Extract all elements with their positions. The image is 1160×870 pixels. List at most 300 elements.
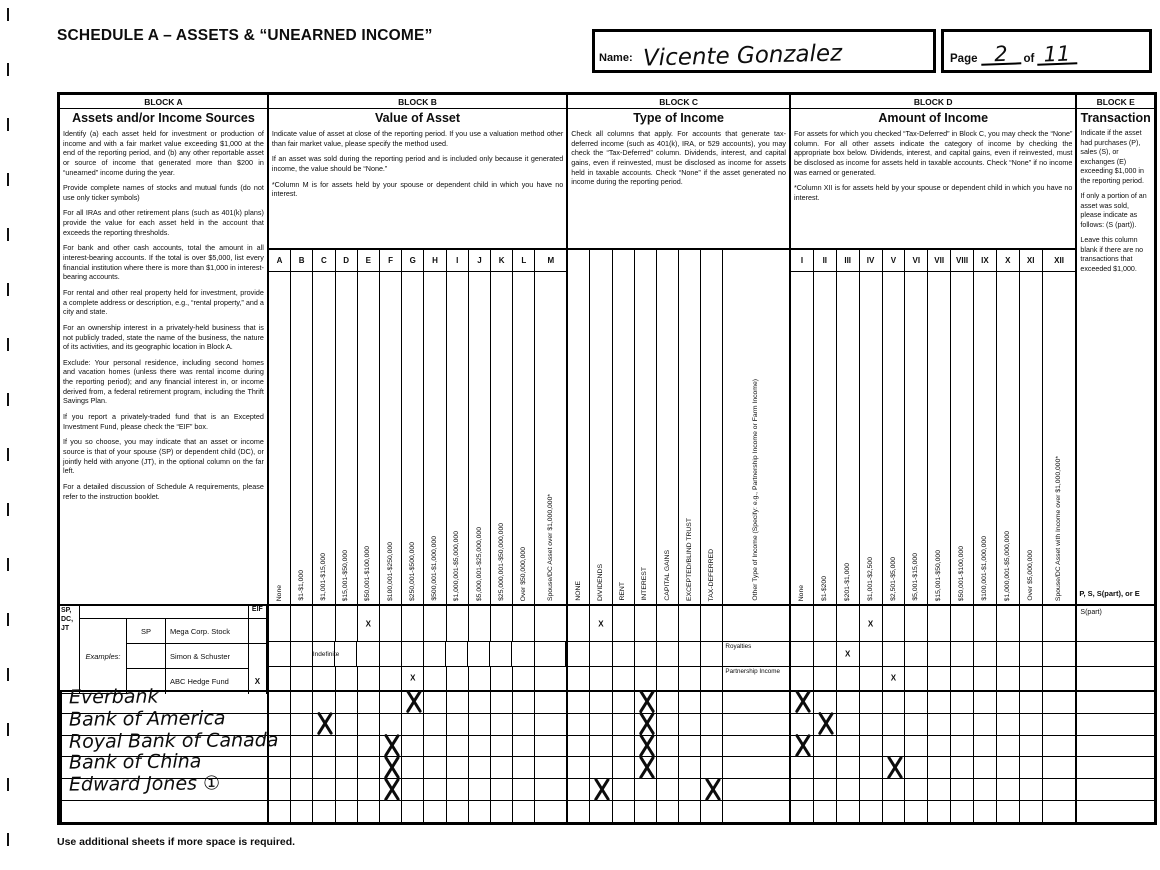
checkbox-cell: [402, 606, 424, 641]
checkbox-cell: [1020, 606, 1043, 641]
instruction-paragraph: Provide complete names of stocks and mutual funds (do not use only ticker symbols): [63, 183, 264, 202]
asset-name-cell: [61, 801, 62, 822]
grid-row: [568, 606, 789, 642]
checkbox-cell: [568, 692, 590, 713]
check-mark-icon: [383, 735, 398, 758]
checkbox-cell: [679, 736, 701, 757]
column-label-cell: [635, 250, 657, 604]
checkbox-cell: [723, 779, 789, 800]
checkbox-cell: [535, 606, 566, 641]
checkbox-cell: [635, 606, 657, 641]
column-label: Other Type of Income (Specify: e.g., Partnership Income or Farm Income): [752, 379, 760, 601]
checkbox-cell: [358, 801, 380, 822]
column-label-cell: [928, 272, 951, 604]
checkbox-cell: [535, 642, 567, 665]
column-label: $50,001-$100,000: [364, 545, 372, 601]
checkbox-cell: [701, 667, 723, 690]
column-label: Over $50,000,000: [519, 546, 527, 601]
checkbox-cell: [491, 736, 513, 757]
block-a-instructions: [60, 128, 267, 604]
column-label-cell: [336, 272, 358, 604]
block-a-label: BLOCK A: [60, 95, 267, 109]
checkbox-cell: [291, 714, 313, 735]
checkbox-cell: [568, 801, 590, 822]
transaction-row: [1077, 779, 1154, 801]
checkbox-cell: [701, 642, 723, 665]
checkbox-cell: [814, 606, 837, 641]
checkbox-cell: [837, 757, 860, 778]
column-label: Spouse/DC Asset with Income over $1,000,000*: [1055, 455, 1063, 601]
checkbox-cell: [814, 736, 837, 757]
checkbox-cell: [590, 801, 612, 822]
checkbox-cell: [657, 642, 679, 665]
column-label: TAX-DEFERRED: [707, 548, 715, 601]
grid-row: [791, 801, 1075, 822]
block-e-examples: [1077, 604, 1154, 692]
checkbox-cell: [313, 736, 335, 757]
checkbox-cell: [291, 606, 313, 641]
column-letter: VII: [928, 250, 951, 271]
checkbox-cell: [447, 757, 469, 778]
checkbox-cell: [814, 779, 837, 800]
transaction-row: [1077, 606, 1154, 642]
column-letter: D: [336, 250, 358, 271]
grid-row: [791, 736, 1075, 758]
checkbox-cell: [469, 606, 491, 641]
checkbox-cell: [723, 642, 789, 665]
checkbox-cell: [723, 667, 789, 690]
checkbox-cell: [491, 714, 513, 735]
checkbox-cell: [447, 801, 469, 822]
checkbox-cell: [1043, 736, 1076, 757]
grid-row: [791, 642, 1075, 666]
checkbox-cell: [1043, 667, 1076, 690]
column-label: INTEREST: [641, 567, 649, 601]
column-label: $250,001-$500,000: [408, 542, 416, 601]
column-label-cell: [905, 272, 928, 604]
column-label-cell: [860, 272, 883, 604]
checkbox-cell: [513, 692, 535, 713]
checkbox-cell: [1020, 736, 1043, 757]
transaction-code: S(part): [1080, 609, 1102, 616]
check-mark-icon: [891, 674, 896, 683]
checkbox-cell: [469, 779, 491, 800]
column-label: $1-$200: [820, 576, 828, 601]
block-e-code-line: P, S, S(part), or E: [1079, 589, 1140, 598]
checkbox-cell: [358, 736, 380, 757]
transaction-row: [1077, 692, 1154, 714]
checkbox-cell: [291, 692, 313, 713]
column-label-cell: [951, 272, 974, 604]
checkbox-cell: [928, 757, 951, 778]
checkbox-cell: [291, 801, 313, 822]
column-letter: VIII: [951, 250, 974, 271]
grid-row: [568, 736, 789, 758]
checkbox-cell: [358, 606, 380, 641]
column-label-cell: [883, 272, 906, 604]
column-label: DIVIDENDS: [597, 563, 605, 601]
column-label-cell: [380, 272, 402, 604]
column-label-cell: [535, 272, 566, 604]
block-c: [568, 95, 791, 822]
checkbox-cell: [568, 779, 590, 800]
checkbox-cell: [613, 606, 635, 641]
instruction-paragraph: If you so choose, you may indicate that an asset or income source is that of your spouse (SP) or dependent child (DC), or jointly held with anyone (JT), in the optional column on the far left.: [63, 437, 264, 476]
checkbox-cell: [568, 606, 590, 641]
checkbox-cell: [883, 692, 906, 713]
checkbox-cell: [791, 692, 814, 713]
checkbox-cell: [928, 714, 951, 735]
asset-name-cell: [61, 728, 279, 757]
block-a-entries: [60, 685, 279, 822]
checkbox-cell: [679, 801, 701, 822]
checkbox-cell: [883, 667, 906, 690]
checkbox-cell: [837, 642, 860, 665]
block-b: [269, 95, 568, 822]
checkbox-cell: [635, 692, 657, 713]
checkbox-cell: [513, 667, 535, 690]
checkbox-cell: [380, 606, 402, 641]
column-label-cell: [974, 272, 997, 604]
checkbox-cell: [928, 667, 951, 690]
checkbox-cell: [701, 736, 723, 757]
checkbox-cell: [679, 757, 701, 778]
checkbox-cell: [635, 642, 657, 665]
checkbox-cell: [380, 801, 402, 822]
column-label-cell: [814, 272, 837, 604]
checkbox-cell: [336, 714, 358, 735]
column-label-cell: [679, 250, 701, 604]
instruction-paragraph: For a detailed discussion of Schedule A requirements, please refer to the instruction booklet.: [63, 481, 264, 501]
block-b-range-labels: [269, 272, 566, 604]
check-mark-icon: [405, 691, 420, 714]
checkbox-cell: [447, 606, 469, 641]
column-letter: C: [313, 250, 335, 271]
checkbox-cell: [951, 606, 974, 641]
checkbox-cell: [490, 642, 512, 665]
column-letter: IX: [974, 250, 997, 271]
checkbox-cell: [974, 714, 997, 735]
checkbox-cell: [837, 736, 860, 757]
checkbox-cell: [424, 801, 446, 822]
checkbox-cell: [1043, 714, 1076, 735]
column-label-cell: [723, 250, 789, 604]
example-asset-name: Simon & Schuster: [166, 644, 249, 669]
column-letter: I: [791, 250, 814, 271]
checkbox-cell: [974, 779, 997, 800]
checkbox-cell: [491, 757, 513, 778]
column-letter: VI: [905, 250, 928, 271]
checkbox-cell: [590, 606, 612, 641]
block-e-instructions: [1077, 128, 1154, 587]
checkbox-cell: [269, 757, 291, 778]
checkbox-cell: [791, 606, 814, 641]
checkbox-cell: [928, 779, 951, 800]
checkbox-cell: [723, 757, 789, 778]
checkbox-cell: [791, 667, 814, 690]
transaction-row: [1077, 736, 1154, 758]
column-letter: X: [997, 250, 1020, 271]
checkbox-cell: [679, 714, 701, 735]
checkbox-cell: [928, 692, 951, 713]
column-label: $50,001-$100,000: [958, 545, 966, 601]
checkbox-cell: [883, 736, 906, 757]
check-mark-icon: [638, 713, 653, 736]
example-owner-box: SP: [127, 619, 166, 644]
checkbox-cell: [568, 642, 590, 665]
checkbox-cell: [336, 606, 358, 641]
check-mark-icon: [638, 756, 653, 779]
checkbox-cell: [791, 714, 814, 735]
transaction-row: [1077, 714, 1154, 736]
block-d-entries: [791, 692, 1075, 822]
checkbox-cell: [513, 801, 535, 822]
owner-code-sp: SP,: [61, 607, 72, 614]
checkbox-cell: [679, 692, 701, 713]
grid-row: [568, 642, 789, 666]
instruction-paragraph: Exclude: Your personal residence, including second homes and vacation homes (unless there was rental income during the reporting period); and any financial interest in, or income derived from, a federal retirement program, including the Thrift Savings Plan.: [63, 357, 264, 406]
grid-row: [568, 779, 789, 801]
checkbox-cell: [905, 606, 928, 641]
example-asset-name: Mega Corp. Stock: [166, 619, 249, 644]
checkbox-cell: [657, 606, 679, 641]
block-d-numeral-row: [791, 250, 1075, 272]
column-label: $25,000,001-$50,000,000: [497, 523, 505, 601]
checkbox-cell: [814, 692, 837, 713]
checkbox-cell: [974, 667, 997, 690]
check-mark-icon: [638, 691, 653, 714]
checkbox-cell: [723, 714, 789, 735]
checkbox-cell: [657, 736, 679, 757]
checkbox-cell: [974, 736, 997, 757]
checkbox-cell: [568, 757, 590, 778]
column-label: $1-$1,000: [297, 570, 305, 601]
checkbox-cell: [723, 736, 789, 757]
page-total-handwritten: 11: [1037, 46, 1078, 66]
checkbox-cell: [380, 692, 402, 713]
column-label: CAPITAL GAINS: [663, 550, 671, 601]
checkbox-cell: [336, 779, 358, 800]
column-letter: XII: [1054, 256, 1064, 265]
checkbox-cell: [336, 801, 358, 822]
checkbox-cell: [424, 642, 446, 665]
column-label: $2,501-$5,000: [889, 557, 897, 601]
column-label-cell: [613, 250, 635, 604]
checkbox-cell: [424, 714, 446, 735]
column-letter: F: [380, 250, 402, 271]
instruction-paragraph: If you report a privately-traded fund that is an Excepted Investment Fund, please check the “EIF” box.: [63, 412, 264, 431]
checkbox-cell: [837, 714, 860, 735]
checkbox-cell: [535, 779, 566, 800]
checkbox-cell: [883, 779, 906, 800]
checkbox-cell: [380, 779, 402, 800]
column-label: EXCEPTED/BLIND TRUST: [685, 518, 693, 601]
checkbox-cell: [905, 714, 928, 735]
column-label-cell: [291, 272, 313, 604]
checkbox-cell: [883, 714, 906, 735]
checkbox-cell: [905, 779, 928, 800]
block-c-instructions: [568, 128, 789, 248]
column-label: $1,000,001-$5,000,000: [1003, 530, 1011, 601]
column-letter: J: [469, 250, 491, 271]
checkbox-cell: [679, 667, 701, 690]
checkbox-cell: [358, 757, 380, 778]
checkbox-cell: [402, 736, 424, 757]
column-label: None: [275, 584, 283, 601]
checkbox-cell: [883, 642, 906, 665]
checkbox-cell: [905, 757, 928, 778]
checkbox-cell: [701, 801, 723, 822]
grid-row: [269, 667, 566, 690]
checkbox-cell: [860, 801, 883, 822]
block-d-examples: [791, 604, 1075, 692]
column-label: None: [798, 584, 806, 601]
checkbox-cell: [313, 714, 335, 735]
page-label: Page: [950, 53, 978, 65]
checkbox-cell: [568, 714, 590, 735]
block-b-instructions: [269, 128, 566, 248]
schedule-a-table: [57, 92, 1157, 825]
checkbox-cell: [380, 642, 402, 665]
transaction-row: [1077, 642, 1154, 666]
checkbox-cell: [402, 642, 424, 665]
checkbox-cell: [469, 801, 491, 822]
checkbox-cell: [491, 667, 513, 690]
checkbox-cell: [291, 757, 313, 778]
column-label-cell: [402, 272, 424, 604]
checkbox-cell: [613, 667, 635, 690]
checkbox-cell: [951, 642, 974, 665]
column-label: $1,001-$2,500: [866, 557, 874, 601]
checkbox-cell: [1043, 606, 1076, 641]
checkbox-cell: [997, 779, 1020, 800]
check-mark-icon: [817, 713, 832, 736]
checkbox-cell: [635, 779, 657, 800]
grid-row: [269, 692, 566, 714]
checkbox-cell: [313, 606, 335, 641]
checkbox-cell: [291, 736, 313, 757]
checkbox-cell: [590, 692, 612, 713]
checkbox-cell: [447, 692, 469, 713]
checkbox-cell: [447, 714, 469, 735]
block-e-label: BLOCK E: [1077, 95, 1154, 109]
checkbox-cell: [590, 667, 612, 690]
check-mark-icon: [845, 649, 850, 658]
block-c-examples: [568, 604, 789, 692]
checkbox-cell: [657, 801, 679, 822]
checkbox-cell: [701, 692, 723, 713]
instruction-paragraph: *Column M is for assets held by your spouse or dependent child in which you have no interest.: [271, 179, 564, 199]
column-letter: I: [447, 250, 469, 271]
column-label-cell: [491, 272, 513, 604]
column-label-cell: [997, 272, 1020, 604]
checkbox-cell: [1043, 779, 1076, 800]
checkbox-cell: [402, 714, 424, 735]
checkbox-cell: [837, 779, 860, 800]
grid-row: [568, 714, 789, 736]
checkbox-cell: [951, 667, 974, 690]
checkbox-cell: [590, 779, 612, 800]
checkbox-cell: [860, 779, 883, 800]
instruction-paragraph: *Column XII is for assets held by your spouse or dependent child in which you have no interest.: [794, 183, 1073, 202]
asset-name-cell: [61, 707, 226, 735]
instruction-paragraph: For an ownership interest in a privately-held business that is not publicly traded, state the name of the business, the nature of its activities, and its geographic location in Block A.: [63, 322, 264, 352]
checkbox-cell: [269, 692, 291, 713]
checkbox-cell: [336, 757, 358, 778]
checkbox-cell: [336, 692, 358, 713]
checkbox-cell: [723, 801, 789, 822]
grid-row: [791, 714, 1075, 736]
checkbox-cell: [402, 779, 424, 800]
checkbox-cell: [291, 779, 313, 800]
grid-row: [568, 667, 789, 690]
name-label: Name:: [599, 52, 633, 64]
checkbox-cell: [336, 736, 358, 757]
checkbox-cell: [313, 801, 335, 822]
value-note: Indefinite: [312, 651, 340, 659]
checkbox-cell: [1043, 692, 1076, 713]
checkbox-cell: [997, 757, 1020, 778]
instruction-paragraph: For bank and other cash accounts, total the amount in all interest-bearing accounts. If the total is over $5,000, list every financial institution where there is more than $1,000 in interest-bearing accounts.: [63, 243, 264, 282]
column-label-cell: [568, 250, 590, 604]
instruction-paragraph: Indicate if the asset had purchases (P), sales (S), or exchanges (E) exceeding $1,000 in the reporting period.: [1080, 129, 1144, 185]
checkbox-cell: [313, 692, 335, 713]
checkbox-cell: [613, 757, 635, 778]
checkbox-cell: [613, 642, 635, 665]
other-income-text: Partnership Income: [725, 667, 781, 675]
block-e-title: Transaction: [1080, 111, 1151, 125]
checkbox-cell: [1020, 757, 1043, 778]
block-b-letter-row: [269, 250, 566, 272]
checkbox-cell: [491, 779, 513, 800]
checkbox-cell: [357, 642, 379, 665]
check-mark-icon: [794, 691, 809, 714]
block-e: [1077, 95, 1154, 822]
checkbox-cell: [424, 606, 446, 641]
checkbox-cell: [814, 667, 837, 690]
page-title: SCHEDULE A – ASSETS & “UNEARNED INCOME”: [57, 27, 433, 44]
checkbox-cell: [336, 667, 358, 690]
block-d-range-labels: [791, 272, 1075, 604]
column-label: $100,001-$250,000: [386, 542, 394, 601]
checkbox-cell: [928, 606, 951, 641]
checkbox-cell: [313, 667, 335, 690]
check-mark-icon: [383, 756, 398, 779]
checkbox-cell: [590, 714, 612, 735]
column-label: Over $5,000,000: [1026, 550, 1034, 601]
checkbox-cell: [997, 642, 1020, 665]
example-asset-name: ABC Hedge Fund: [166, 669, 249, 694]
column-label-cell: [469, 272, 491, 604]
checkbox-cell: [997, 692, 1020, 713]
check-mark-icon: [638, 735, 653, 758]
checkbox-cell: [791, 779, 814, 800]
check-mark-icon: [886, 756, 901, 779]
checkbox-cell: [635, 667, 657, 690]
grid-row: [568, 692, 789, 714]
block-c-entries: [568, 692, 789, 822]
checkbox-cell: [1020, 779, 1043, 800]
checkbox-cell: [679, 642, 701, 665]
check-mark-icon: [704, 778, 719, 801]
column-letter: E: [358, 250, 380, 271]
checkbox-cell: [568, 667, 590, 690]
transaction-row: [1077, 667, 1154, 690]
checkbox-cell: [997, 736, 1020, 757]
checkbox-cell: [635, 736, 657, 757]
checkbox-cell: [837, 667, 860, 690]
checkbox-cell: [469, 736, 491, 757]
